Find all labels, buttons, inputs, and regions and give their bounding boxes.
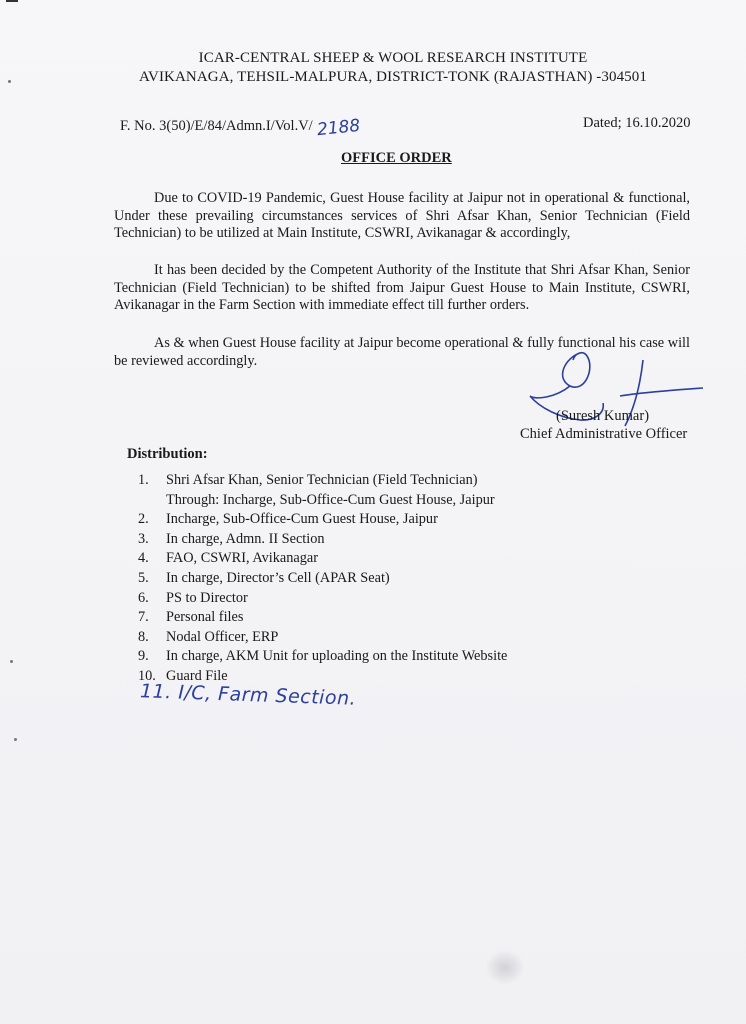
paragraph-3: As & when Guest House facility at Jaipur become operational & fully functional his case will be reviewed accordingly. bbox=[114, 335, 690, 369]
institute-address: AVIKANAGA, TEHSIL-MALPURA, DISTRICT-TONK (RAJASTHAN) -304501 bbox=[139, 69, 647, 85]
distribution-title: Distribution: bbox=[127, 446, 208, 462]
scan-speck bbox=[8, 80, 11, 83]
item-text: In charge, AKM Unit for uploading on the Institute Website bbox=[166, 648, 508, 665]
signatory-designation: Chief Administrative Officer bbox=[520, 426, 688, 442]
item-text: Guard File bbox=[166, 667, 228, 684]
distribution-item bbox=[138, 530, 507, 550]
item-text: In charge, Admn. II Section bbox=[166, 530, 325, 547]
distribution-item bbox=[138, 628, 507, 648]
file-number-text: F. No. 3(50)/E/84/Admn.I/Vol.V/ bbox=[120, 118, 313, 134]
item-number: 3. bbox=[138, 530, 149, 547]
distribution-item bbox=[138, 471, 507, 510]
scan-edge-mark bbox=[6, 0, 18, 2]
distribution-item bbox=[138, 589, 507, 609]
item-number: 6. bbox=[138, 589, 149, 606]
distribution-item bbox=[138, 647, 507, 667]
item-text: In charge, Director’s Cell (APAR Seat) bbox=[166, 569, 390, 586]
item-number: 9. bbox=[138, 648, 149, 665]
distribution-item bbox=[138, 549, 507, 569]
handwritten-distribution-item: 11. I/C, Farm Section. bbox=[139, 680, 357, 710]
scan-speck bbox=[14, 738, 17, 741]
item-text: FAO, CSWRI, Avikanagar bbox=[166, 550, 318, 567]
item-text: Personal files bbox=[166, 609, 244, 626]
item-subtext: Through: Incharge, Sub-Office-Cum Guest House, Jaipur bbox=[166, 491, 495, 508]
file-number bbox=[120, 115, 361, 141]
item-number: 7. bbox=[138, 609, 149, 626]
document-title: OFFICE ORDER bbox=[341, 150, 452, 166]
item-text: PS to Director bbox=[166, 589, 248, 606]
item-number: 5. bbox=[138, 569, 149, 586]
order-date: Dated; 16.10.2020 bbox=[583, 115, 691, 131]
scan-smudge bbox=[485, 950, 525, 985]
distribution-list bbox=[138, 471, 507, 687]
item-number: 2. bbox=[138, 511, 149, 528]
item-text: Shri Afsar Khan, Senior Technician (Field Technician) bbox=[166, 472, 478, 488]
paragraph-1: Due to COVID-19 Pandemic, Guest House facility at Jaipur not in operational & functional, Under these prevailing circumstances services of Shri Afsar Khan, Senior Technician (Field Technician) to be utilized at Main Institute, CSWRI, Avikanagar & accordingly, bbox=[114, 190, 690, 241]
item-number: 1. bbox=[138, 472, 149, 488]
item-text: Nodal Officer, ERP bbox=[166, 628, 279, 645]
signatory-name: (Suresh Kumar) bbox=[556, 408, 650, 424]
item-number: 8. bbox=[138, 628, 149, 645]
institute-name: ICAR-CENTRAL SHEEP & WOOL RESEARCH INSTITUTE bbox=[198, 50, 588, 66]
paragraph-2: It has been decided by the Competent Authority of the Institute that Shri Afsar Khan, Senior Technician (Field Technician) to be shifted from Jaipur Guest House to Main Institute, CSWRI, Avikanagar in the Farm Section with immediate effect till further orders. bbox=[114, 262, 690, 313]
item-number: 4. bbox=[138, 550, 149, 567]
distribution-item bbox=[138, 569, 507, 589]
file-number-handwritten: 2188 bbox=[315, 115, 361, 141]
scan-speck bbox=[10, 660, 13, 663]
item-text: Incharge, Sub-Office-Cum Guest House, Jaipur bbox=[166, 511, 438, 528]
item-number: 10. bbox=[138, 667, 156, 684]
distribution-item bbox=[138, 510, 507, 530]
distribution-item bbox=[138, 608, 507, 628]
